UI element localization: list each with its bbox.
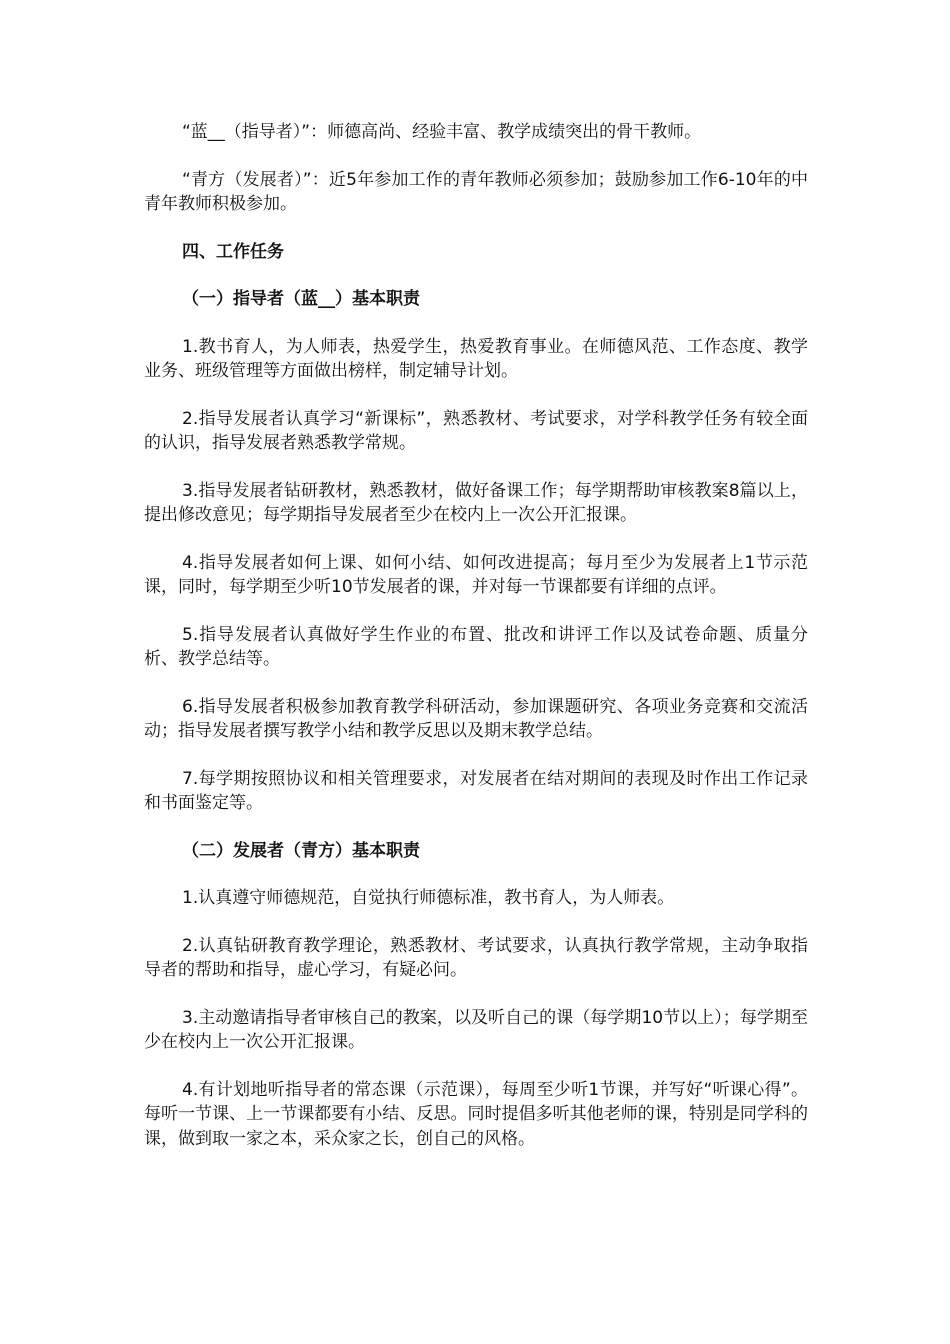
mentee-duty-item: 1.认真遵守师德规范，自觉执行师德标准，教书育人，为人师表。	[182, 888, 675, 908]
mentee-duty-item: 4.有计划地听指导者的常态课（示范课），每周至少听1节课，并写好“听课心得”。每听一节课、上一节课都要有小结、反思。同时提倡多听其他老师的课，特别是同学科的课，做到取一家之本，采众家之长，创自己的风格。	[144, 1079, 808, 1149]
mentor-duty-item: 7.每学期按照协议和相关管理要求，对发展者在结对期间的表现及时作出工作记录和书面鉴定等。	[144, 768, 808, 813]
document-page	[144, 120, 808, 1174]
subsection-heading-mentee: （二）发展者（青方）基本职责	[182, 840, 420, 861]
mentor-duty-item: 3.指导发展者钻研教材，熟悉教材，做好备课工作；每学期帮助审核教案8篇以上，提出修改意见；每学期指导发展者至少在校内上一次公开汇报课。	[144, 480, 808, 525]
mentor-duty-item: 4.指导发展者如何上课、如何小结、如何改进提高；每月至少为发展者上1节示范课，同时，每学期至少听10节发展者的课，并对每一节课都要有详细的点评。	[144, 552, 808, 597]
mentor-duty-item: 1.教书育人，为人师表，热爱学生，热爱教育事业。在师德风范、工作态度、教学业务、班级管理等方面做出榜样，制定辅导计划。	[144, 336, 808, 381]
mentee-duty-item: 2.认真钻研教育教学理论，熟悉教材、考试要求，认真执行教学常规，主动争取指导者的帮助和指导，虚心学习，有疑必问。	[144, 935, 808, 980]
subsection-heading-mentor: （一）指导者（蓝__）基本职责	[182, 289, 420, 309]
mentor-role-paragraph: “蓝__（指导者）”：师德高尚、经验丰富、教学成绩突出的骨干教师。	[182, 122, 702, 142]
mentee-role-paragraph: “青方（发展者）”：近5年参加工作的青年教师必须参加；鼓励参加工作6-10年的中青年教师积极参加。	[144, 169, 808, 214]
mentor-duty-item: 6.指导发展者积极参加教育教学科研活动，参加课题研究、各项业务竞赛和交流活动；指导发展者撰写教学小结和教学反思以及期末教学总结。	[144, 696, 808, 741]
mentor-duty-item: 5.指导发展者认真做好学生作业的布置、批改和讲评工作以及试卷命题、质量分析、教学总结等。	[144, 624, 808, 669]
mentee-duty-item: 3.主动邀请指导者审核自己的教案，以及听自己的课（每学期10节以上）；每学期至少在校内上一次公开汇报课。	[144, 1007, 808, 1052]
section-heading: 四、工作任务	[182, 241, 284, 262]
mentor-duty-item: 2.指导发展者认真学习“新课标”，熟悉教材、考试要求，对学科教学任务有较全面的认识，指导发展者熟悉教学常规。	[144, 408, 808, 453]
